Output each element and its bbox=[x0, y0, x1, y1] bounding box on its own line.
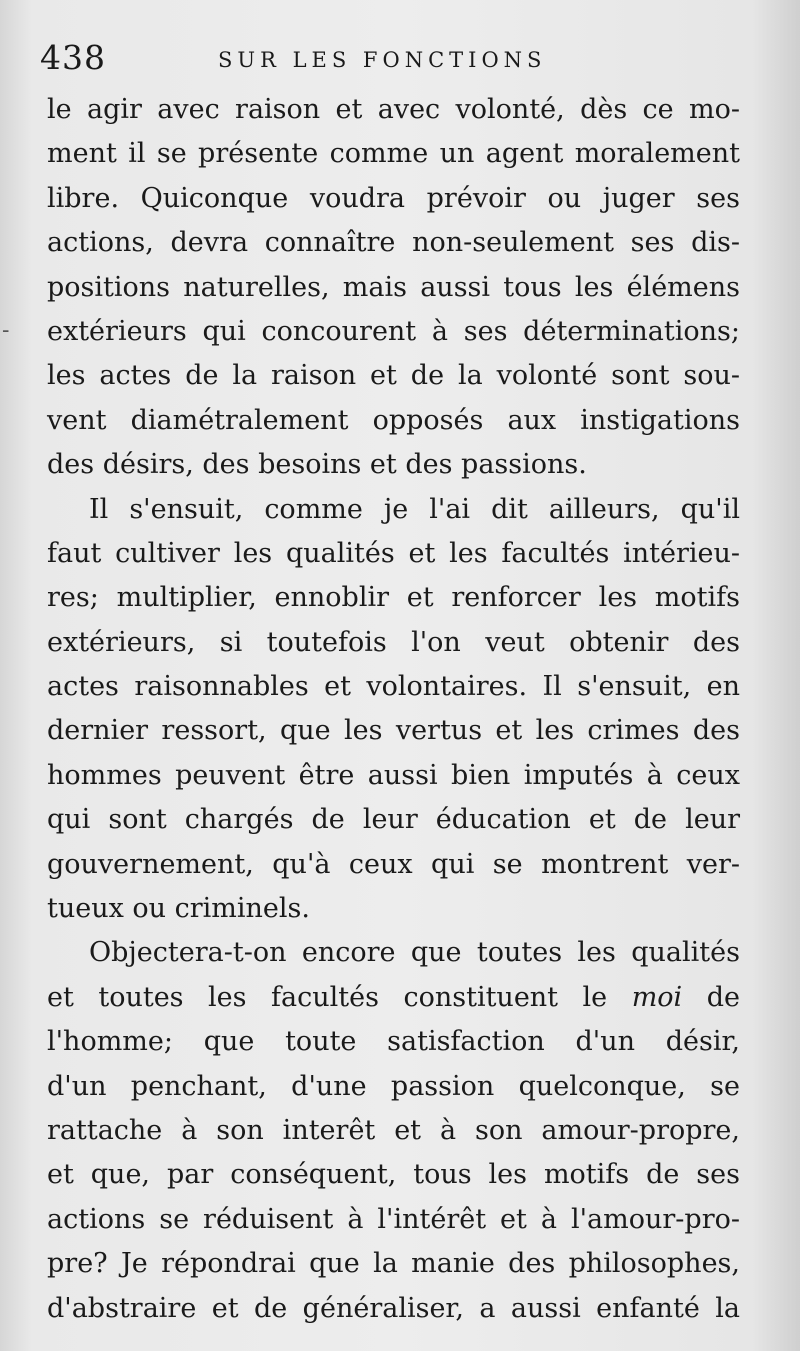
text-line: tueux ou criminels. bbox=[47, 893, 310, 925]
text-line: Objectera-t-on encore que toutes les qualités bbox=[89, 937, 740, 969]
text-line: rattache à son interêt et à son amour-propre, bbox=[47, 1114, 740, 1146]
text-line: actes raisonnables et volontaires. Il s'ensuit, en bbox=[47, 671, 740, 703]
text-line: et que, par conséquent, tous les motifs de ses bbox=[47, 1159, 740, 1191]
text-line: extérieurs, si toutefois l'on veut obtenir des bbox=[47, 626, 740, 658]
text-line: l'homme; que toute satisfaction d'un désir, bbox=[47, 1026, 740, 1058]
italic-word: moi bbox=[631, 981, 683, 1013]
text-fragment: de bbox=[706, 981, 740, 1013]
body-text bbox=[47, 88, 740, 1331]
text-line: d'abstraire et de généraliser, a aussi enfanté la bbox=[47, 1292, 740, 1324]
text-line: extérieurs qui concourent à ses déterminations; bbox=[47, 315, 740, 347]
text-line: dernier ressort, que les vertus et les crimes des bbox=[47, 715, 740, 747]
text-line: ment il se présente comme un agent moralement bbox=[47, 138, 740, 170]
paragraph bbox=[47, 88, 740, 488]
text-line bbox=[47, 976, 740, 1020]
text-line: positions naturelles, mais aussi tous les élémens bbox=[47, 271, 740, 303]
paragraph bbox=[47, 931, 740, 1331]
text-line: actions se réduisent à l'intérêt et à l'amour-pro- bbox=[47, 1203, 740, 1235]
text-line: les actes de la raison et de la volonté sont sou- bbox=[47, 360, 740, 392]
text-line: des désirs, des besoins et des passions. bbox=[47, 449, 587, 481]
text-fragment: et toutes les facultés constituent le bbox=[47, 981, 608, 1013]
margin-mark: - bbox=[2, 318, 10, 343]
text-line: pre? Je répondrai que la manie des philosophes, bbox=[47, 1248, 740, 1280]
page-header bbox=[40, 38, 760, 88]
text-line: hommes peuvent être aussi bien imputés à ceux bbox=[47, 759, 740, 791]
text-line: faut cultiver les qualités et les facultés intérieu- bbox=[47, 537, 740, 569]
text-line: res; multiplier, ennoblir et renforcer les motifs bbox=[47, 582, 740, 614]
text-line: vent diamétralement opposés aux instigations bbox=[47, 404, 740, 436]
text-line: Il s'ensuit, comme je l'ai dit ailleurs, qu'il bbox=[89, 493, 740, 525]
text-line: qui sont chargés de leur éducation et de leur bbox=[47, 804, 740, 836]
text-line: gouvernement, qu'à ceux qui se montrent ver- bbox=[47, 848, 740, 880]
text-line: d'un penchant, d'une passion quelconque, se bbox=[47, 1070, 740, 1102]
running-title: SUR LES FONCTIONS bbox=[218, 48, 547, 72]
text-line: actions, devra connaître non-seulement ses dis- bbox=[47, 227, 740, 259]
text-line: le agir avec raison et avec volonté, dès ce mo- bbox=[47, 94, 740, 125]
text-line: libre. Quiconque voudra prévoir ou juger ses bbox=[47, 182, 740, 214]
paragraph bbox=[47, 488, 740, 932]
page-number: 438 bbox=[40, 38, 106, 77]
